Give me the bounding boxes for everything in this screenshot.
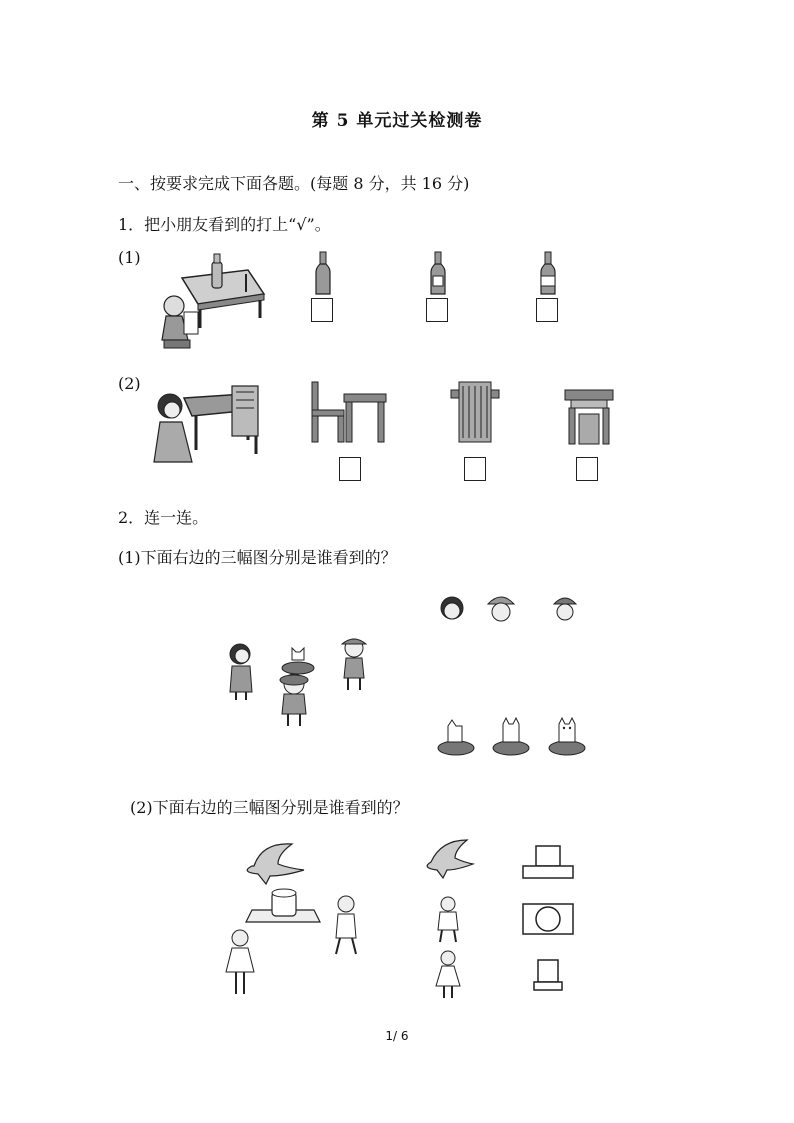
section-heading: 一、按要求完成下面各题。(每题 8 分，共 16 分) — [118, 174, 470, 193]
question-2-part2-text: (2)下面右边的三幅图分别是谁看到的？ — [130, 798, 409, 817]
children-around-cat-scene — [222, 634, 378, 730]
bottle-option-b-icon — [429, 252, 447, 296]
view-side-shape-icon — [532, 958, 564, 992]
desk-front-chair-back-icon — [451, 382, 501, 444]
bird-boy-girl-object-scene — [222, 840, 362, 998]
girl-icon — [434, 950, 462, 1000]
cat-back-view-icon — [491, 712, 531, 756]
boy-icon — [434, 896, 462, 944]
question-2-text: 2．连一连。 — [118, 508, 209, 527]
desk-option-a-checkbox[interactable] — [339, 457, 361, 481]
bottle-option-c-checkbox[interactable] — [536, 298, 558, 322]
view-front-shape-icon — [521, 844, 575, 880]
page-title: 第 5 单元过关检测卷 — [311, 111, 483, 131]
cap-boy-face-icon — [550, 592, 580, 624]
cat-front-view-icon — [547, 712, 587, 756]
cat-side-view-icon — [436, 712, 476, 756]
bottle-option-a-checkbox[interactable] — [311, 298, 333, 322]
desk-option-b-checkbox[interactable] — [464, 457, 486, 481]
bottle-option-a-icon — [314, 252, 332, 296]
desk-side-view-icon — [310, 382, 388, 444]
desk-option-c-checkbox[interactable] — [576, 457, 598, 481]
question-1-text: 1．把小朋友看到的打上“√”。 — [118, 215, 331, 234]
bird-icon — [421, 838, 473, 886]
page-number: 1/ 6 — [385, 1029, 409, 1043]
girl-desk-chair-illustration — [152, 380, 264, 466]
girl-face-icon — [439, 594, 465, 624]
desk-front-view-icon — [565, 390, 615, 446]
view-top-shape-icon — [521, 902, 575, 936]
child-drawing-table-illustration — [160, 248, 270, 358]
question-1-part1-label: (1) — [118, 248, 141, 267]
bottle-option-c-icon — [539, 252, 557, 296]
question-2-part1-text: (1)下面右边的三幅图分别是谁看到的？ — [118, 548, 397, 567]
hat-child-face-icon — [486, 592, 516, 624]
question-1-part2-label: (2) — [118, 374, 141, 393]
bottle-option-b-checkbox[interactable] — [426, 298, 448, 322]
